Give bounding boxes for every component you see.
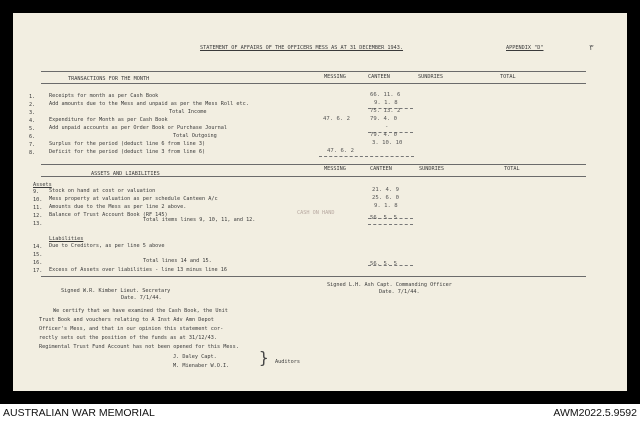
brace-glyph: } [259,348,269,367]
document-page [13,13,627,391]
row-13-value: 56. 5. 5 [370,215,397,221]
appendix-mark: ٣ [589,43,594,52]
row-8-text: Deficit for the period (deduct line 3 from line 6) [49,149,206,155]
row-2-canteen: 9. 1. 8 [374,100,398,106]
certify-line-1: We certify that we have examined the Cash Book, the Unit [53,308,228,314]
liabilities-label: Liabilities [49,236,84,242]
rule-header2 [41,176,586,177]
auditor-2: M. Mienaber W.O.I. [173,363,230,369]
row-4-text: Expenditure for Month as per Cash Book [49,117,168,123]
certify-line-5: Regimental Trust Fund Account has not been opened for this Mess. [39,344,239,350]
rule-top [41,71,586,72]
row-6-num: 6. [29,134,36,140]
row-12-text: Balance of Trust Account Book (RF 145) [49,212,168,218]
row-10-num: 10. [33,197,43,203]
auditors-label: Auditors [275,359,300,365]
row-2-text: Add amounts due to the Mess and unpaid as per the Mess Roll etc. [49,101,249,107]
header2-messing: MESSING [324,166,346,172]
header-transactions: TRANSACTIONS FOR THE MONTH [68,76,150,82]
row-5-canteen: - [385,124,389,130]
row-14-num: 14. [33,244,43,250]
row-7-canteen: 3. 10. 10 [372,140,403,146]
row-11-text: Amounts due to the Mess as per line 2 above. [49,204,187,210]
date-secretary: Date. 7/1/44. [121,295,162,301]
row-9-value: 21. 4. 9 [372,187,399,193]
signed-commanding-officer: Signed L.H. Ash Capt. Commanding Officer [327,282,452,288]
row-1-num: 1. [29,94,36,100]
row-5-num: 5. [29,126,36,132]
row-3-canteen: 75. 13. 2 [370,108,401,114]
row-13-text: Total items lines 9, 10, 11, and 12. [143,217,256,223]
header-sundries: SUNDRIES [418,74,443,80]
rule-header1 [41,83,586,84]
footer-institution: AUSTRALIAN WAR MEMORIAL [3,407,155,419]
cash-on-hand-stamp: CASH ON HAND [297,210,335,216]
appendix-label: APPENDIX "D" [506,45,544,51]
header2-canteen: CANTEEN [370,166,392,172]
certify-line-4: rectly sets out the position of the funds as at 31/12/43. [39,335,218,341]
row-9-text: Stock on hand at cost or valuation [49,188,156,194]
row-17-text: Excess of Assets over liabilities - line 13 minus line 16 [49,267,228,273]
header-total: TOTAL [500,74,516,80]
certify-line-2: Trust Book and vouchers relating to A Inst Adv Amn Depot [39,317,214,323]
row-13-num: 13. [33,221,43,227]
header-canteen: CANTEEN [368,74,390,80]
row-8-num: 8. [29,150,36,156]
row-4-canteen: 79. 4. 0 [370,116,397,122]
row-10-text: Mess property at valuation as per schedule Canteen A/c [49,196,218,202]
row-3-text: Total Income [169,109,207,115]
row-7-text: Surplus for the period (deduct line 6 from line 3) [49,141,206,147]
rule-bottom [41,276,586,277]
row-2-num: 2. [29,102,36,108]
row-17-value: 56. 5. 5 [370,261,397,267]
row-12-num: 12. [33,213,43,219]
header2-total: TOTAL [504,166,520,172]
row-5-text: Add unpaid accounts as per Order Book or Purchase Journal [49,125,228,131]
row-17-num: 17. [33,268,43,274]
row-4-num: 4. [29,118,36,124]
row-14-text: Due to Creditors, as per line 5 above [49,243,165,249]
auditor-1: J. Daley Capt. [173,354,217,360]
row-9-num: 9. [33,189,40,195]
date-commanding-officer: Date. 7/1/44. [379,289,420,295]
row-11-value: 9. 1. 8 [374,203,398,209]
certify-line-3: Officer's Mess, and that in our opinion this statement cor- [39,326,224,332]
row-4-messing: 47. 6. 2 [323,116,350,122]
assets-label: Assets [33,182,52,188]
header2-sundries: SUNDRIES [419,166,444,172]
rule-section2-top [41,164,586,165]
row-11-num: 11. [33,205,43,211]
row-1-text: Receipts for month as per Cash Book [49,93,159,99]
row-10-value: 25. 6. 0 [372,195,399,201]
row-6-text: Total Outgoing [173,133,217,139]
header-assets-liabilities: ASSETS AND LIABILITIES [91,171,160,177]
row-7-num: 7. [29,142,36,148]
row-6-canteen: 79. 4. 0 [370,132,397,138]
row-16-text: Total lines 14 and 15. [143,258,212,264]
row-1-canteen: 66. 11. 6 [370,92,401,98]
row-8-rule [319,156,414,157]
row-15-num: 15. [33,252,43,258]
header-messing: MESSING [324,74,346,80]
signed-secretary: Signed W.R. Kimber Lieut. Secretary [61,288,171,294]
row-16-num: 16. [33,260,43,266]
row-8-messing: 47. 6. 2 [327,148,354,154]
document-title: STATEMENT OF AFFAIRS OF THE OFFICERS MESS AS AT 31 DECEMBER 1943. [200,45,404,51]
row-3-num: 3. [29,110,36,116]
row-13-rule [368,224,413,225]
footer-accession-number: AWM2022.5.9592 [553,407,637,419]
caption-bar [0,406,640,421]
